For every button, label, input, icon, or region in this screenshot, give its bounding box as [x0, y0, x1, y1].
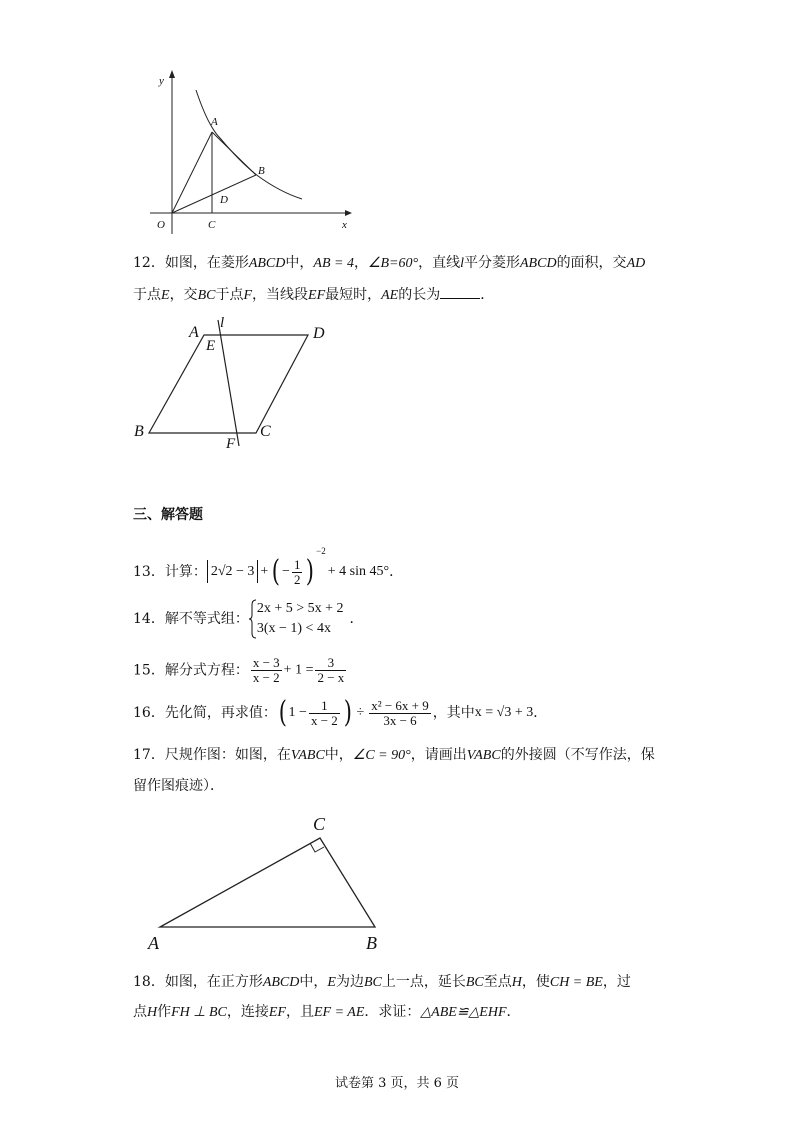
label-x: x: [342, 219, 347, 231]
coordinate-figure: [140, 66, 360, 236]
abs-expression: 2√2 − 3: [207, 560, 259, 583]
label-f: F: [226, 436, 236, 452]
page-footer: 试卷第 3 页，共 6 页: [334, 1076, 460, 1091]
label-l: l: [220, 315, 225, 331]
q18-line2: 点H作FH ⊥ BC，连接EF，且EF = AE．求证：△ABE≌△EHF．: [133, 1004, 521, 1020]
q14: 14．解不等式组： 2x + 5 > 5x + 2 3(x − 1) < 4x ．: [133, 599, 364, 643]
segment-ab: [212, 132, 256, 175]
right-angle-mark: [310, 843, 324, 852]
q15: 15．解分式方程： $\frac{x - 3}{x - 2}$ + 1 = $\frac{3}{2 - x}$: [133, 655, 345, 685]
q17-line2: 留作图痕迹）．: [133, 778, 224, 794]
rhombus-figure: [130, 312, 340, 454]
label-e: E: [206, 338, 216, 354]
line-l: [218, 320, 239, 446]
fraction-2: $\frac{3}{2 - x}$: [317, 655, 345, 685]
fraction-1: $\frac{x - 3}{x - 2}$: [252, 655, 280, 685]
exponent: −2: [316, 546, 326, 556]
label-a: A: [211, 116, 218, 128]
x-axis-arrow: [345, 210, 352, 216]
fraction-2: $\frac{\text{x² − 6x + 9}}{3x - 6}$: [371, 697, 429, 728]
label-b: B: [366, 933, 377, 953]
segment-oa: [172, 132, 212, 213]
label-y: y: [159, 75, 164, 87]
q12-line1: 12．如图，在菱形ABCD中，AB = 4，∠B=60°，直线l平分菱形ABCD的面积，交AD: [133, 255, 646, 271]
label-d: D: [220, 194, 228, 206]
label-c: C: [208, 219, 216, 231]
segment-ob: [172, 175, 256, 213]
q18-line1: 18．如图，在正方形ABCD中，E为边BC上一点，延长BC至点H，使CH = BE，过: [133, 974, 631, 990]
label-d: D: [313, 325, 325, 342]
label-a: A: [189, 324, 199, 341]
label-c: C: [313, 814, 326, 834]
triangle-figure: [140, 812, 400, 957]
q12-line2: 于点E，交BC于点F，当线段EF最短时，AE的长为 ．: [133, 287, 495, 303]
label-b: B: [134, 423, 144, 440]
label-a: A: [148, 933, 159, 953]
y-axis-arrow: [169, 70, 175, 78]
fraction-1: $\frac{1}{x - 2}$: [310, 697, 338, 728]
fraction-half: $\frac{1}{2}$: [293, 556, 301, 587]
section-title: 三、解答题: [133, 507, 203, 523]
q17-line1: 17．尺规作图：如图，在VABC中，∠C = 90°，请画出VABC的外接圆（不写作法，保: [133, 747, 655, 763]
q13: 13．计算： 2√2 − 3 + ( − $\frac{1}{2}$ )$^{-2}$+ 4 sin 45°．: [133, 546, 404, 589]
q16: 16．先化简，再求值：( 1 − $\frac{1}{x - 2}$ ) ÷ $\frac{\text{x² − 6x + 9}}{3x - 6}$ ，其中x = √3 + 3．: [133, 695, 548, 730]
brace-icon: [249, 599, 257, 639]
label-c: C: [260, 423, 271, 440]
answer-blank[interactable]: [440, 286, 480, 299]
label-b: B: [258, 165, 265, 177]
triangle-abc: [160, 838, 375, 927]
inequality-system: 2x + 5 > 5x + 2 3(x − 1) < 4x: [249, 599, 344, 639]
label-o: O: [157, 219, 165, 231]
